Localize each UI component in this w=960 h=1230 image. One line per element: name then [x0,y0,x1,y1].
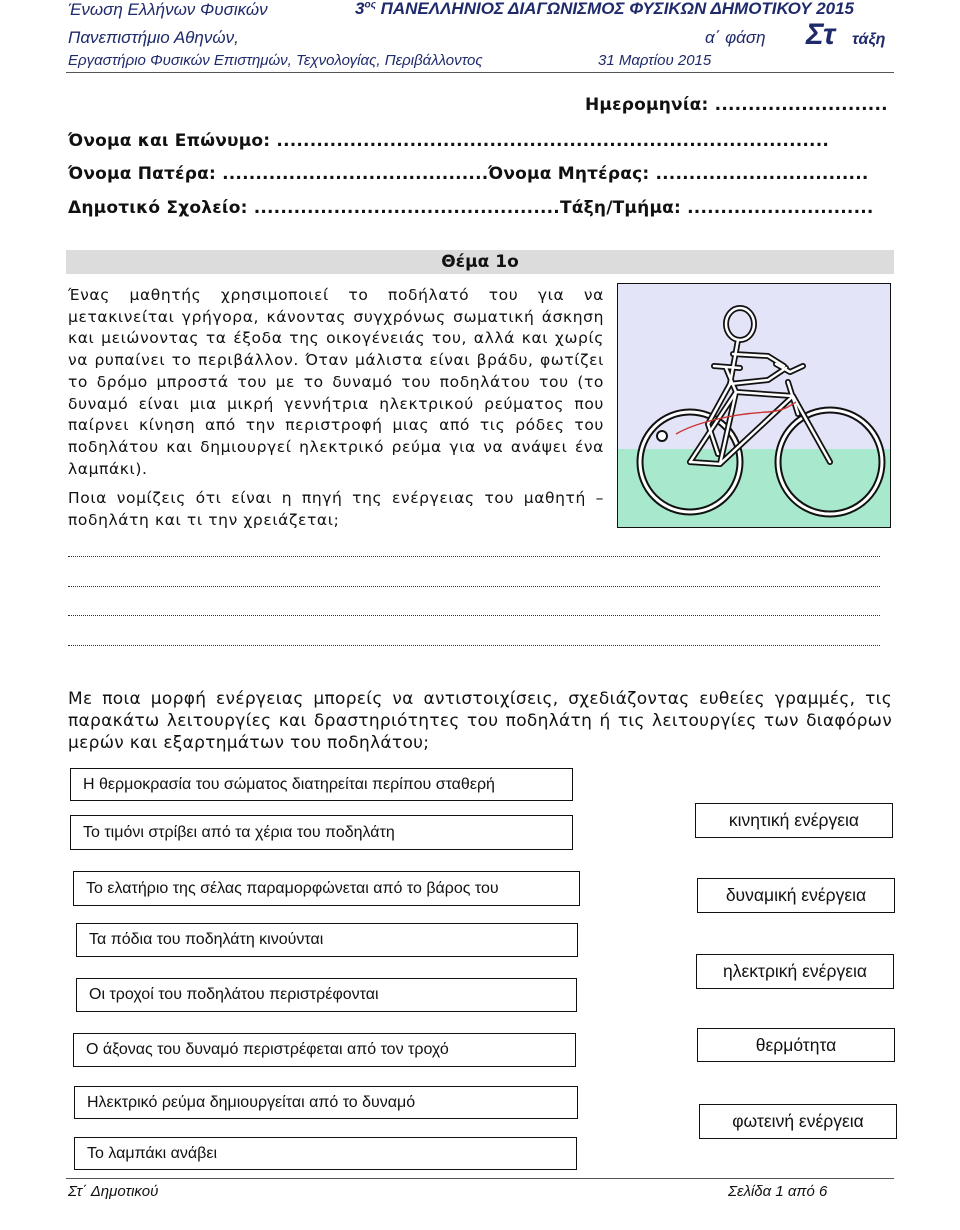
energy-label: ηλεκτρική ενέργεια [723,961,867,981]
energy-label: θερμότητα [755,1034,837,1055]
answer-line-4[interactable] [68,645,880,646]
activity-label: Η θερμοκρασία του σώματος διατηρείται περίπου σταθερή [83,775,495,793]
activity-label: Το λαμπάκι ανάβει [87,1144,218,1162]
answer-line-1[interactable] [68,556,880,557]
activity-box[interactable] [73,871,580,906]
activity-box[interactable] [70,815,573,850]
question-2: Με ποια μορφή ενέργειας μπορείς να αντιστοιχίσεις, σχεδιάζοντας ευθείες γραμμές, τις παρακάτω λειτουργίες και δραστηριότητες του ποδηλάτη ή τις λειτουργίες των διαφόρων μερών και εξαρτημάτων του ποδηλάτου; [68,689,892,753]
class-field[interactable]: Τάξη/Τμήμα: ............................ [560,198,874,218]
footer-grade: Στ΄ Δημοτικού [68,1183,159,1200]
activity-box[interactable] [74,1086,578,1119]
footer-divider [66,1178,894,1179]
header-grade-word: τάξη [852,31,886,48]
activity-box[interactable] [73,1033,576,1067]
answer-line-2[interactable] [68,586,880,587]
header-contest: $3^{o\varsigma}$ ΠΑΝΕΛΛΗΝΙΟΣ ΔΙΑΓΩΝΙΣΜΟΣ ΦΥΣΙΚΩΝ ΔΗΜΟΤΙΚΟΥ 2015 [355,0,855,18]
answer-line-3[interactable] [68,615,880,616]
theme-title: Θέμα 1ο [441,252,519,272]
energy-box-electric[interactable] [696,954,894,989]
activity-label: Ηλεκτρικό ρεύμα δημιουργείται από το δυναμό [87,1093,416,1111]
energy-box-potential[interactable] [697,878,895,913]
activity-box[interactable] [76,923,578,957]
energy-label: φωτεινή ενέργεια [732,1111,864,1131]
activity-box[interactable] [70,768,573,801]
footer-page-number: Σελίδα 1 από 6 [728,1183,828,1200]
energy-box-heat[interactable] [697,1028,895,1062]
energy-label: δυναμική ενέργεια [725,885,867,905]
header-union: Ένωση Ελλήνων Φυσικών [68,0,268,19]
date-field[interactable]: Ημερομηνία: .......................... [585,95,888,115]
energy-box-light[interactable] [699,1104,897,1139]
mother-name-field[interactable]: Όνομα Μητέρας: ................................ [488,164,869,184]
activity-label: Το ελατήριο της σέλας παραμορφώνεται από το βάρος του [86,879,499,897]
father-name-field[interactable]: Όνομα Πατέρα: ........................................ [68,164,489,184]
theme-title-bar [66,250,894,274]
header-date: 31 Μαρτίου 2015 [598,52,712,69]
energy-box-kinetic[interactable] [695,803,893,838]
header-phase: α΄ φάση [705,28,766,47]
header-divider [66,72,894,73]
school-field[interactable]: Δημοτικό Σχολείο: .............................................. [68,198,560,218]
activity-box[interactable] [74,1137,577,1170]
header-grade: Στ [806,18,836,51]
activity-label: Τα πόδια του ποδηλάτη κινούνται [89,931,324,948]
full-name-field[interactable]: Όνομα και Επώνυμο: ................................................................................... [68,131,830,151]
question-1: Ποια νομίζεις ότι είναι η πηγή της ενέργειας του μαθητή – ποδηλάτη και τι την χρειάζεται; [68,489,604,529]
activity-box[interactable] [76,978,577,1012]
header-university: Πανεπιστήμιο Αθηνών, [68,28,239,47]
activity-label: Το τιμόνι στρίβει από τα χέρια του ποδηλάτη [83,823,395,841]
header-lab: Εργαστήριο Φυσικών Επιστημών, Τεχνολογίας, Περιβάλλοντος [68,52,483,69]
activity-label: Οι τροχοί του ποδηλάτου περιστρέφονται [89,986,379,1003]
intro-paragraph: Ένας μαθητής χρησιμοποιεί το ποδήλατό του για να μετακινείται γρήγορα, κάνοντας συγχρόνως σωματική άσκηση και μειώνοντας τα έξοδα της οικογένειάς του, αλλά και χωρίς να ρυπαίνει το περιβάλλον. Όταν μάλιστα είναι βράδυ, φωτίζει το δρόμο μπροστά του με το δυναμό του ποδηλάτου του (το δυναμό είναι μια μικρή γεννήτρια ηλεκτρικού ρεύματος που παίρνει κίνηση από την περιστροφή μιας από τις ρόδες του ποδηλάτου και δημιουργεί ηλεκτρικό ρεύμα για να ανάψει ένα λαμπάκι). [68,286,604,478]
energy-label: κινητική ενέργεια [728,810,860,830]
activity-label: Ο άξονας του δυναμό περιστρέφεται από τον τροχό [86,1041,449,1058]
bicycle-illustration [617,283,891,528]
